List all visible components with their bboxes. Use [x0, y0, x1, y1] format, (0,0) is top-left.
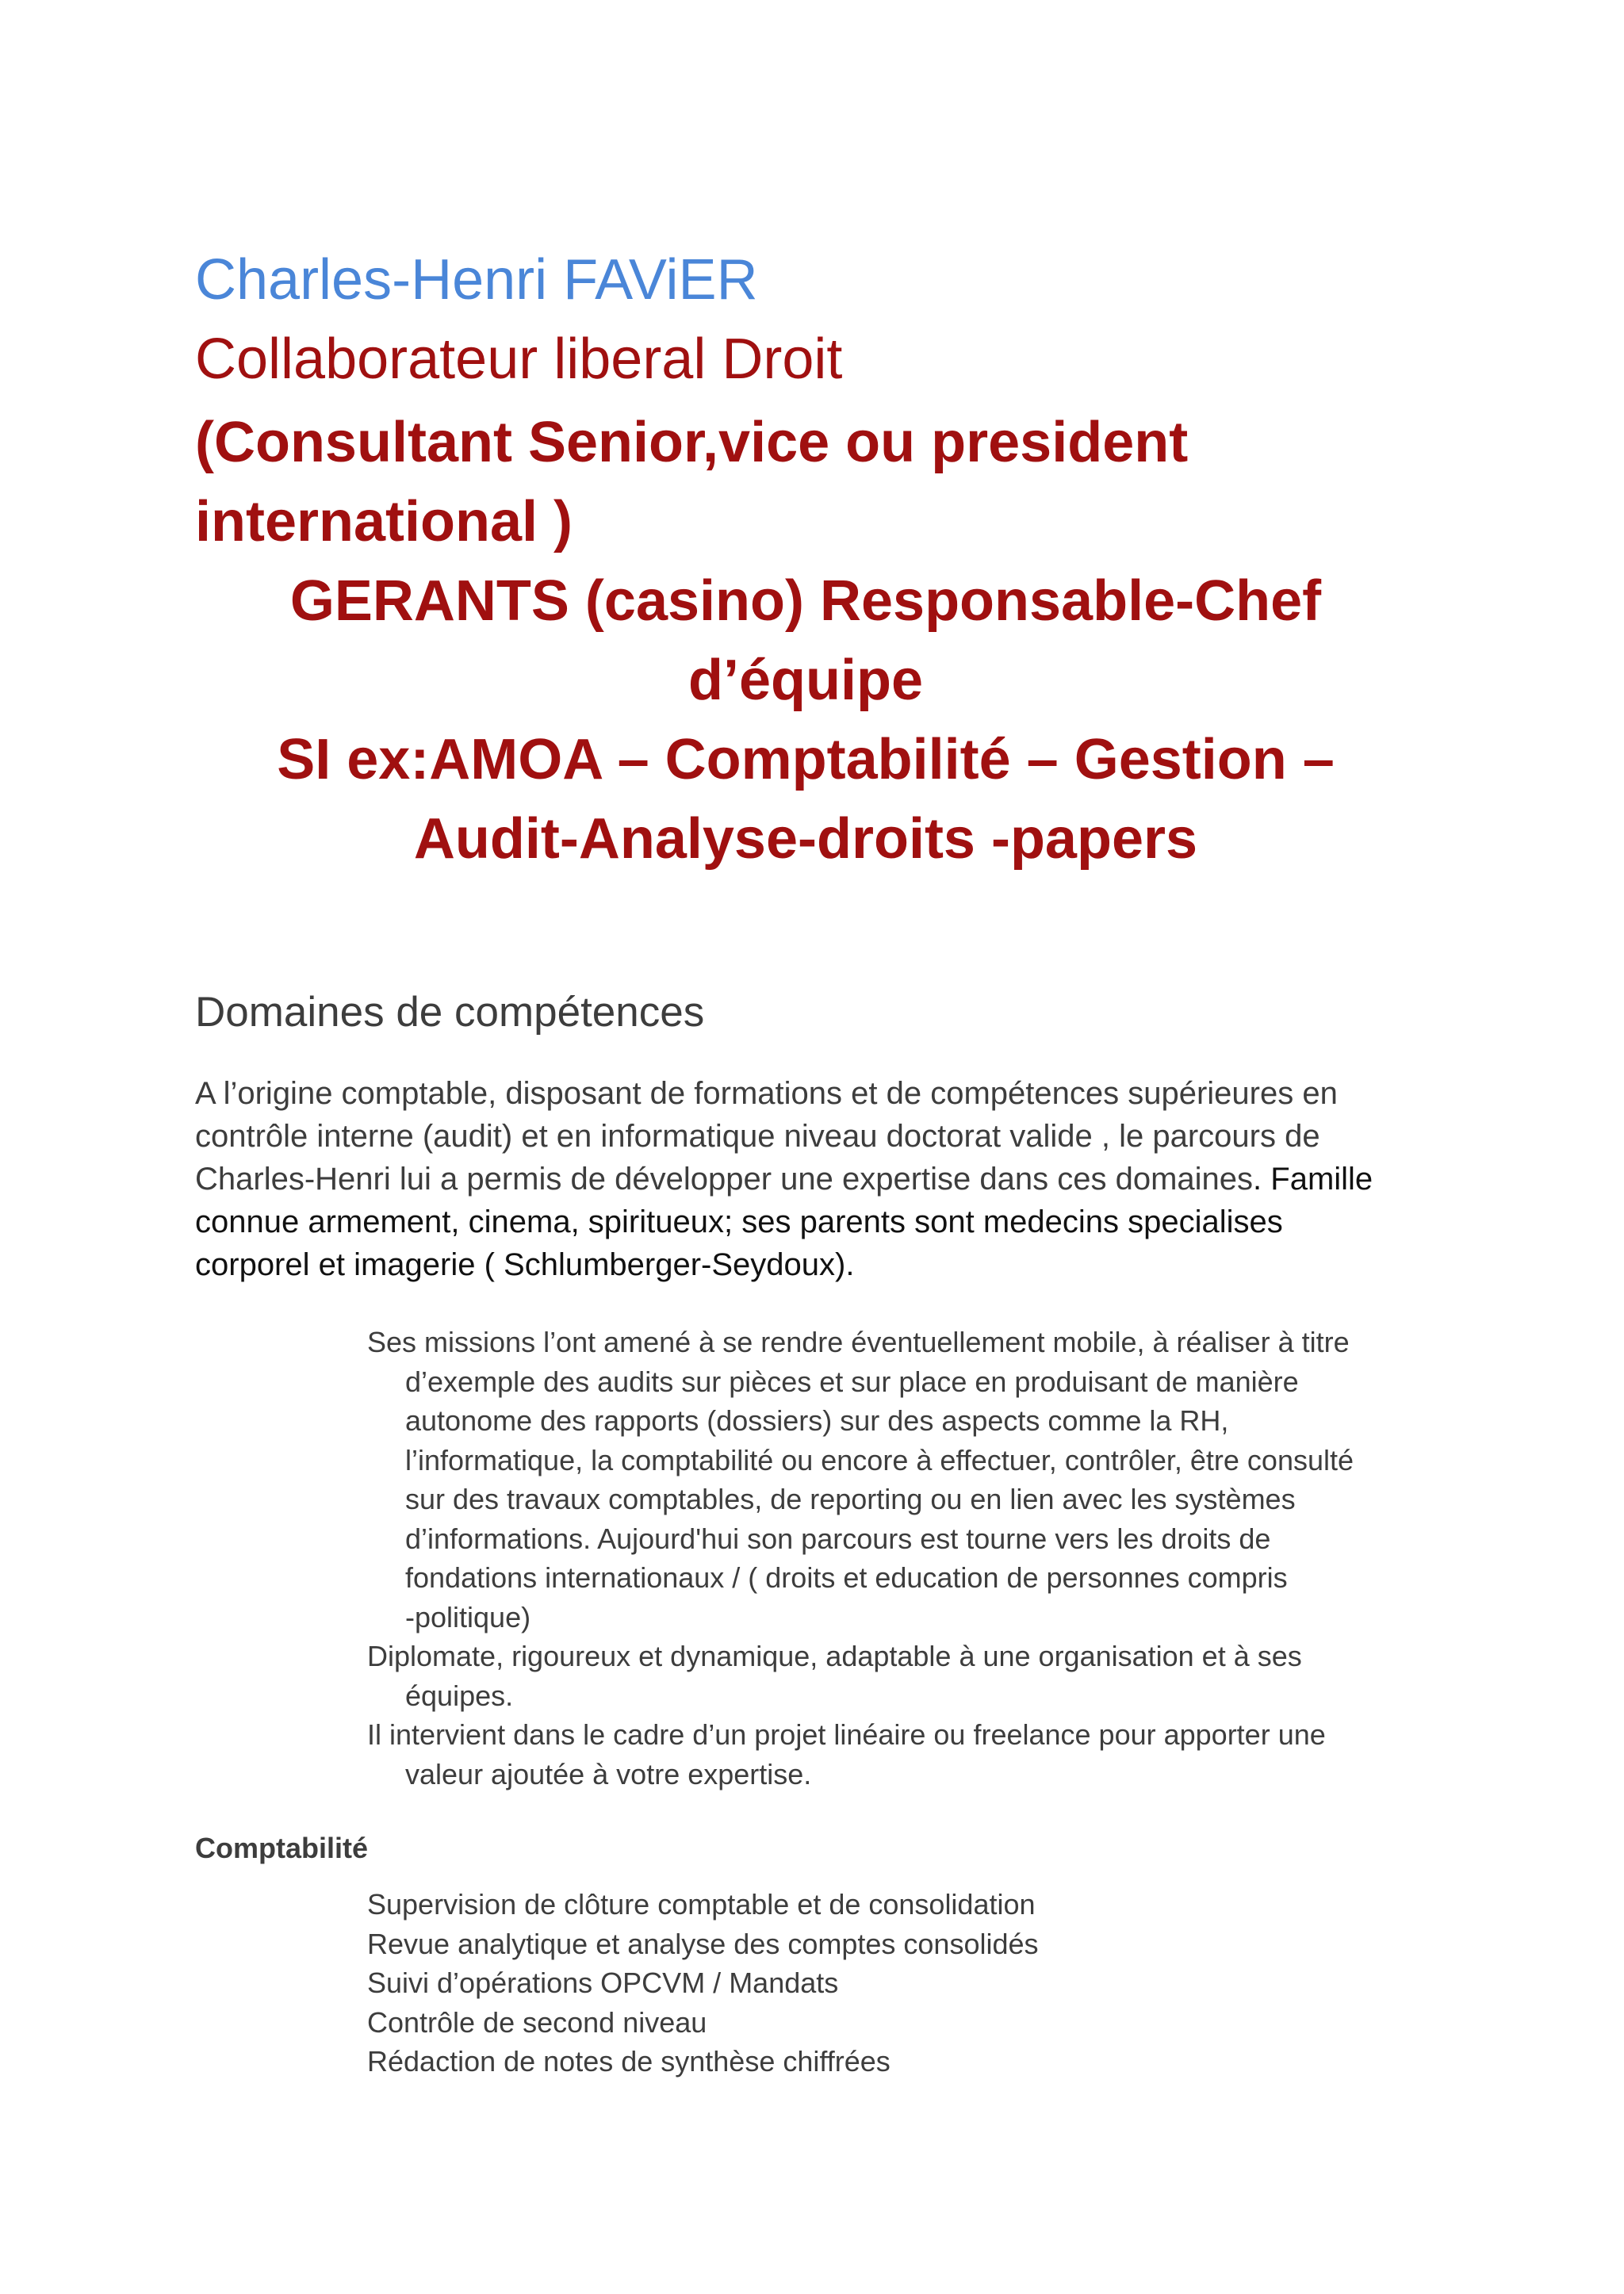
- project-line: Il intervient dans le cadre d’un projet linéaire ou freelance pour apporter une: [367, 1718, 1326, 1751]
- intro-line-part: Charles-Henri lui a permis de développer une expertise dans ces domaines: [195, 1162, 1254, 1197]
- title-line-2: international ): [195, 490, 573, 553]
- missions-line: l’informatique, la comptabilité ou encore à effectuer, contrôler, être consulté: [405, 1443, 1354, 1476]
- intro-paragraph: [195, 1072, 1432, 1286]
- missions-line: fondations internationaux / ( droits et education de personnes compris: [405, 1561, 1288, 1594]
- project-line: valeur ajoutée à votre expertise.: [405, 1757, 812, 1790]
- person-role: Collaborateur liberal Droit: [195, 327, 843, 391]
- competences-heading: Domaines de compétences: [195, 989, 705, 1036]
- title-line-4: d’équipe: [688, 649, 923, 712]
- intro-line: contrôle interne (audit) et en informatique niveau doctorat valide , le parcours de: [195, 1119, 1320, 1154]
- missions-block: [367, 1323, 1493, 1794]
- intro-line: connue armement, cinema, spiritueux; ses parents sont medecins specialises: [195, 1204, 1283, 1239]
- missions-line: d’informations. Aujourd'hui son parcours est tourne vers les droits de: [405, 1522, 1271, 1555]
- missions-line: sur des travaux comptables, de reporting ou en lien avec les systèmes: [405, 1483, 1296, 1515]
- list-item: Contrôle de second niveau: [367, 2005, 707, 2039]
- missions-line: d’exemple des audits sur pièces et sur place en produisant de manière: [405, 1365, 1299, 1398]
- qualities-line: équipes.: [405, 1679, 514, 1712]
- qualities-paragraph: [367, 1637, 1493, 1715]
- missions-paragraph: [367, 1323, 1493, 1637]
- list-item: Revue analytique et analyse des comptes consolidés: [367, 1927, 1039, 1960]
- intro-line: corporel et imagerie ( Schlumberger-Seydoux).: [195, 1247, 855, 1282]
- comptabilite-heading: Comptabilité: [195, 1832, 369, 1864]
- qualities-line: Diplomate, rigoureux et dynamique, adaptable à une organisation et à ses: [367, 1640, 1302, 1672]
- title-line-6: Audit-Analyse-droits -papers: [413, 807, 1198, 871]
- intro-line-part-dark: . Famille: [1253, 1162, 1373, 1197]
- title-line-5: SI ex:AMOA – Comptabilité – Gestion –: [277, 728, 1335, 791]
- project-paragraph: [367, 1715, 1493, 1794]
- missions-line: Ses missions l’ont amené à se rendre éventuellement mobile, à réaliser à titre: [367, 1326, 1350, 1358]
- missions-line: autonome des rapports (dossiers) sur des aspects comme la RH,: [405, 1404, 1229, 1437]
- comptabilite-list: [367, 1885, 1039, 2081]
- title-line-1: (Consultant Senior,vice ou president: [195, 411, 1189, 474]
- missions-line: -politique): [405, 1600, 531, 1633]
- person-name: Charles-Henri FAViER: [195, 248, 758, 312]
- intro-line: [195, 1158, 1432, 1201]
- intro-line: A l’origine comptable, disposant de formations et de compétences supérieures en: [195, 1076, 1338, 1111]
- title-block-centered: [195, 561, 1416, 879]
- list-item: Supervision de clôture comptable et de consolidation: [367, 1888, 1036, 1921]
- title-block-left: [195, 403, 1464, 561]
- title-line-3: GERANTS (casino) Responsable-Chef: [289, 569, 1322, 633]
- list-item: Suivi d’opérations OPCVM / Mandats: [367, 1967, 839, 1999]
- list-item: Rédaction de notes de synthèse chiffrées: [367, 2045, 891, 2078]
